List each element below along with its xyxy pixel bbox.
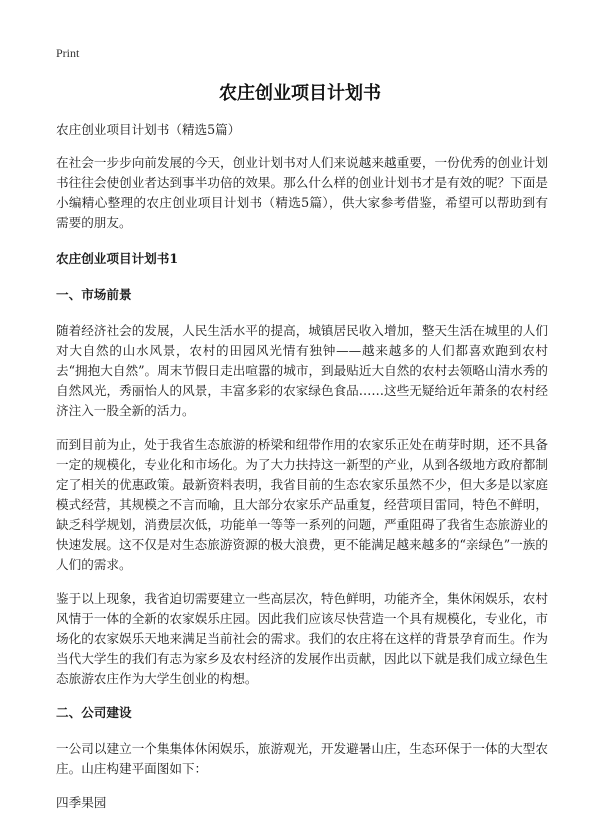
heading-company-building: 二、公司建设 <box>56 705 132 720</box>
heading-market-outlook: 一、市场前景 <box>56 287 132 302</box>
paragraph-1: 随着经济社会的发展，人民生活水平的提高，城镇居民收入增加，整天生活在城里的人们对大自然的山水风景，农村的田园风光情有独钟——越来越多的人们都喜欢跑到农村去“拥抱大自然”。周末节假日走出喧嚣的城市，到最贴近大自然的农村去领略山清水秀的自然风光，秀丽怡人的风景，丰富多彩的农家绿色食品……这些无疑给近年萧条的农村经济注入一股全新的活力。 <box>56 323 548 418</box>
paragraph-3: 鉴于以上现象，我省迫切需要建立一些高层次，特色鲜明，功能齐全，集休闲娱乐，农村风情于一体的全新的农家娱乐庄园。因此我们应该尽快营造一个具有规模化，专业化，市场化的农家娱乐天地来满足当前社会的需求。我们的农庄将在这样的背景孕育而生。作为当代大学生的我们有志为家乡及农村经济的发展作出贡献，因此以下就是我们成立绿色生态旅游农庄作为大学生创业的构想。 <box>56 591 548 686</box>
orchard-line: 四季果园 <box>56 795 107 810</box>
document-body <box>56 120 548 813</box>
paragraph-4: 一公司以建立一个集集体休闲娱乐，旅游观光，开发避暑山庄，生态环保于一体的大型农庄。山庄构建平面图如下： <box>56 741 548 776</box>
document-subtitle: 农庄创业项目计划书（精选5篇） <box>56 122 241 137</box>
intro-paragraph: 在社会一步步向前发展的今天，创业计划书对人们来说越来越重要，一份优秀的创业计划书往往会使创业者达到事半功倍的效果。那么什么样的创业计划书才是有效的呢？下面是小编精心整理的农庄创业项目计划书（精选5篇），供大家参考借鉴，希望可以帮助到有需要的朋友。 <box>56 155 548 230</box>
print-link[interactable]: Print <box>56 46 80 60</box>
document-title: 农庄创业项目计划书 <box>219 83 381 104</box>
paragraph-2: 而到目前为止，处于我省生态旅游的桥梁和纽带作用的农家乐正处在萌芽时期，还不具备一定的规模化，专业化和市场化。为了大力扶持这一新型的产业，从到各级地方政府都制定了相关的优惠政策。最新资料表明，我省目前的生态农家乐虽然不少，但大多是以家庭模式经营，其规模之不言而喻，且大部分农家乐产品重复，经营项目雷同，特色不鲜明，缺乏科学规划，消费层次低，功能单一等等一系列的问题，严重阻碍了我省生态旅游业的快速发展。这不仅是对生态旅游资源的极大浪费，更不能满足越来越多的“亲绿色”一族的人们的需求。 <box>56 437 548 572</box>
section-title: 农庄创业项目计划书1 <box>56 251 179 266</box>
